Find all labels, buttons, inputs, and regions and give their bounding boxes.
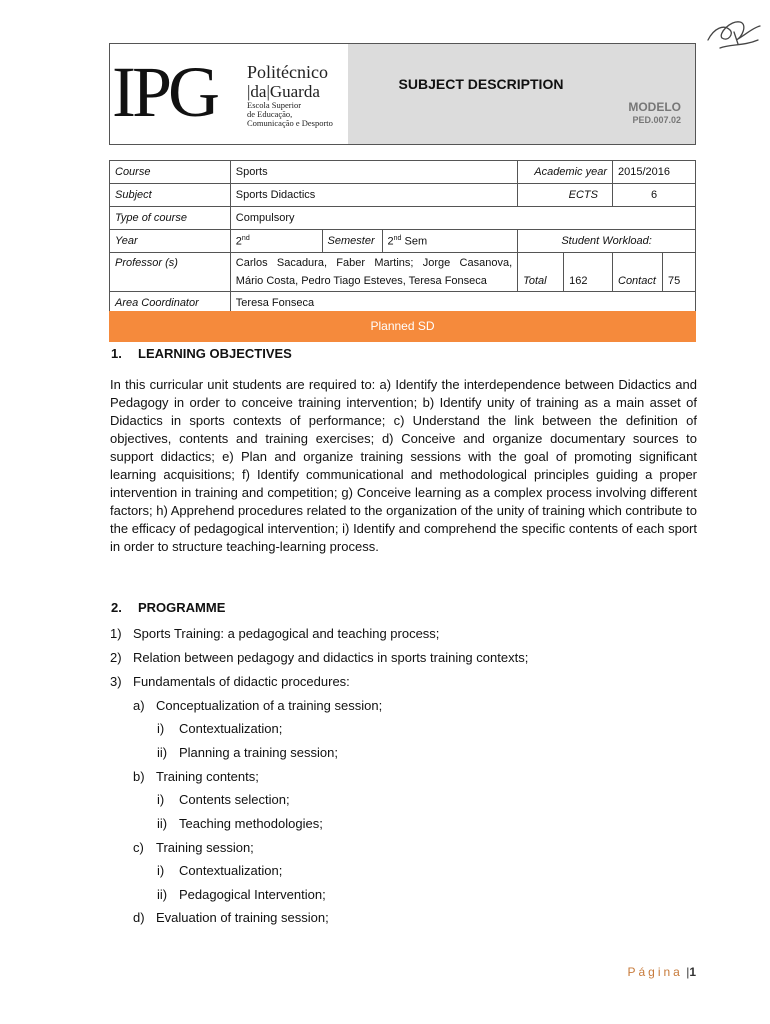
list-item-label: d) — [133, 910, 145, 925]
academic-year-label: Academic year — [518, 161, 613, 184]
logo-school-name — [247, 101, 347, 128]
year-number: 2 — [235, 235, 242, 248]
semester-suffix: Sem — [401, 235, 428, 248]
section-heading-learning-objectives — [111, 346, 292, 361]
ects-label: ECTS — [518, 184, 613, 207]
year-ordinal: nd — [241, 234, 250, 242]
list-item-text: Contents selection; — [179, 792, 290, 807]
document-header — [109, 43, 696, 145]
table-row — [110, 207, 696, 230]
list-item-text: Evaluation of training session; — [156, 910, 329, 925]
professors-line: Carlos Sacadura, Faber Martins; Jorge Casanova, — [235, 257, 513, 269]
list-item-label: ii) — [157, 745, 168, 760]
total-label: Total — [518, 253, 564, 292]
subject-label: Subject — [110, 184, 231, 207]
coordinator-label: Area Coordinator — [110, 292, 231, 315]
list-item-label: i) — [157, 721, 165, 736]
list-item — [157, 885, 326, 905]
list-item-text: Sports Training: a pedagogical and teaching process; — [133, 626, 440, 641]
document-title: SUBJECT DESCRIPTION — [398, 76, 564, 92]
list-item-text: Training contents; — [156, 769, 259, 784]
list-item-text: Contextualization; — [179, 721, 283, 736]
table-row — [110, 184, 696, 207]
list-item — [157, 861, 282, 881]
coordinator-value: Teresa Fonseca — [230, 292, 695, 315]
modelo-code: PED.007.02 — [632, 115, 681, 125]
academic-year-value: 2015/2016 — [613, 161, 696, 184]
modelo-label: MODELO — [628, 100, 681, 114]
professors-value — [230, 253, 517, 292]
list-item — [157, 814, 323, 834]
list-item-label: i) — [157, 863, 165, 878]
total-value: 162 — [564, 253, 613, 292]
learning-objectives-text: In this curricular unit students are required to: a) Identify the interdependence between Didactics and Pedagogy in order to conceive training intervention; b) Identify unity of training as a main asset of Didactics in sports contexts of performance; c) Understand the link between the definition of objectives, contents and training exercises; d) Conceive and organize documentary sources to support didactics; e) Plan and organize training sessions with the goal of promoting significant learning acquisitions; f) Identify communicational and methodological principles guiding a proper intervention in training and competition; g) Conceive learning as a complex process involving different factors; h) Apprehend procedures related to the organization of the unity of training which contribute to the efficacy of pedagogical intervention; i) Identify and comprehend the specific contents of each sport in order to structure teaching-learning process. — [110, 377, 697, 554]
workload-label: Student Workload: — [518, 230, 696, 253]
footer-separator: | — [686, 965, 690, 979]
list-item — [157, 719, 282, 739]
logo-school-line: de Educação, — [247, 109, 293, 119]
list-item-text: Fundamentals of didactic procedures: — [133, 674, 350, 689]
list-item — [110, 624, 439, 644]
semester-value — [382, 230, 518, 253]
list-item — [133, 767, 259, 787]
list-item-text: Conceptualization of a training session; — [156, 698, 383, 713]
list-item-label: 2) — [110, 650, 122, 665]
table-row — [110, 161, 696, 184]
list-item — [110, 672, 350, 692]
header-title-cell — [348, 44, 695, 144]
type-value: Compulsory — [230, 207, 695, 230]
list-item-text: Training session; — [156, 840, 254, 855]
list-item-label: b) — [133, 769, 145, 784]
list-item-label: c) — [133, 840, 144, 855]
table-row — [110, 230, 696, 253]
year-value — [230, 230, 322, 253]
list-item-label: ii) — [157, 816, 168, 831]
section-number: 1. — [111, 346, 122, 361]
contact-value: 75 — [662, 253, 695, 292]
list-item-label: i) — [157, 792, 165, 807]
list-item — [157, 790, 290, 810]
logo-name-line2: |da|Guarda — [247, 82, 320, 101]
list-item-label: a) — [133, 698, 145, 713]
logo-school-line: Comunicação e Desporto — [247, 118, 333, 128]
course-label: Course — [110, 161, 231, 184]
page-number: 1 — [689, 965, 696, 979]
page-word: Página — [627, 965, 683, 979]
logo-school-line: Escola Superior — [247, 100, 302, 110]
ects-value: 6 — [613, 184, 696, 207]
contact-label: Contact — [613, 253, 663, 292]
page-footer — [627, 965, 696, 979]
list-item-text: Planning a training session; — [179, 745, 338, 760]
course-value: Sports — [230, 161, 517, 184]
professor-label: Professor (s) — [110, 253, 231, 292]
list-item-text: Pedagogical Intervention; — [179, 887, 326, 902]
list-item-label: ii) — [157, 887, 168, 902]
list-item-text: Contextualization; — [179, 863, 283, 878]
section-title: PROGRAMME — [138, 600, 226, 615]
professors-line: Mário Costa, Pedro Tiago Esteves, Teresa Fonseca — [235, 275, 487, 287]
type-label: Type of course — [110, 207, 231, 230]
list-item — [133, 696, 382, 716]
subject-value: Sports Didactics — [230, 184, 517, 207]
list-item — [110, 648, 528, 668]
list-item-label: 3) — [110, 674, 122, 689]
section-number: 2. — [111, 600, 122, 615]
semester-label: Semester — [322, 230, 382, 253]
list-item-text: Teaching methodologies; — [179, 816, 323, 831]
signature-image — [700, 10, 766, 54]
list-item — [133, 908, 329, 928]
list-item — [157, 743, 338, 763]
logo-name-line1: Politécnico — [247, 62, 328, 82]
list-item-text: Relation between pedagogy and didactics in sports training contexts; — [133, 650, 529, 665]
logo-letters: IPG — [112, 52, 217, 132]
list-item-label: 1) — [110, 626, 122, 641]
list-item — [133, 838, 254, 858]
ipg-logo — [110, 44, 349, 144]
section-heading-programme — [111, 600, 225, 615]
semester-ordinal: nd — [393, 234, 402, 242]
semester-number: 2 — [387, 235, 394, 248]
table-row — [110, 253, 696, 292]
course-info-table — [109, 160, 696, 315]
section-title: LEARNING OBJECTIVES — [138, 346, 292, 361]
planned-sd-banner: Planned SD — [109, 311, 696, 342]
year-label: Year — [110, 230, 231, 253]
